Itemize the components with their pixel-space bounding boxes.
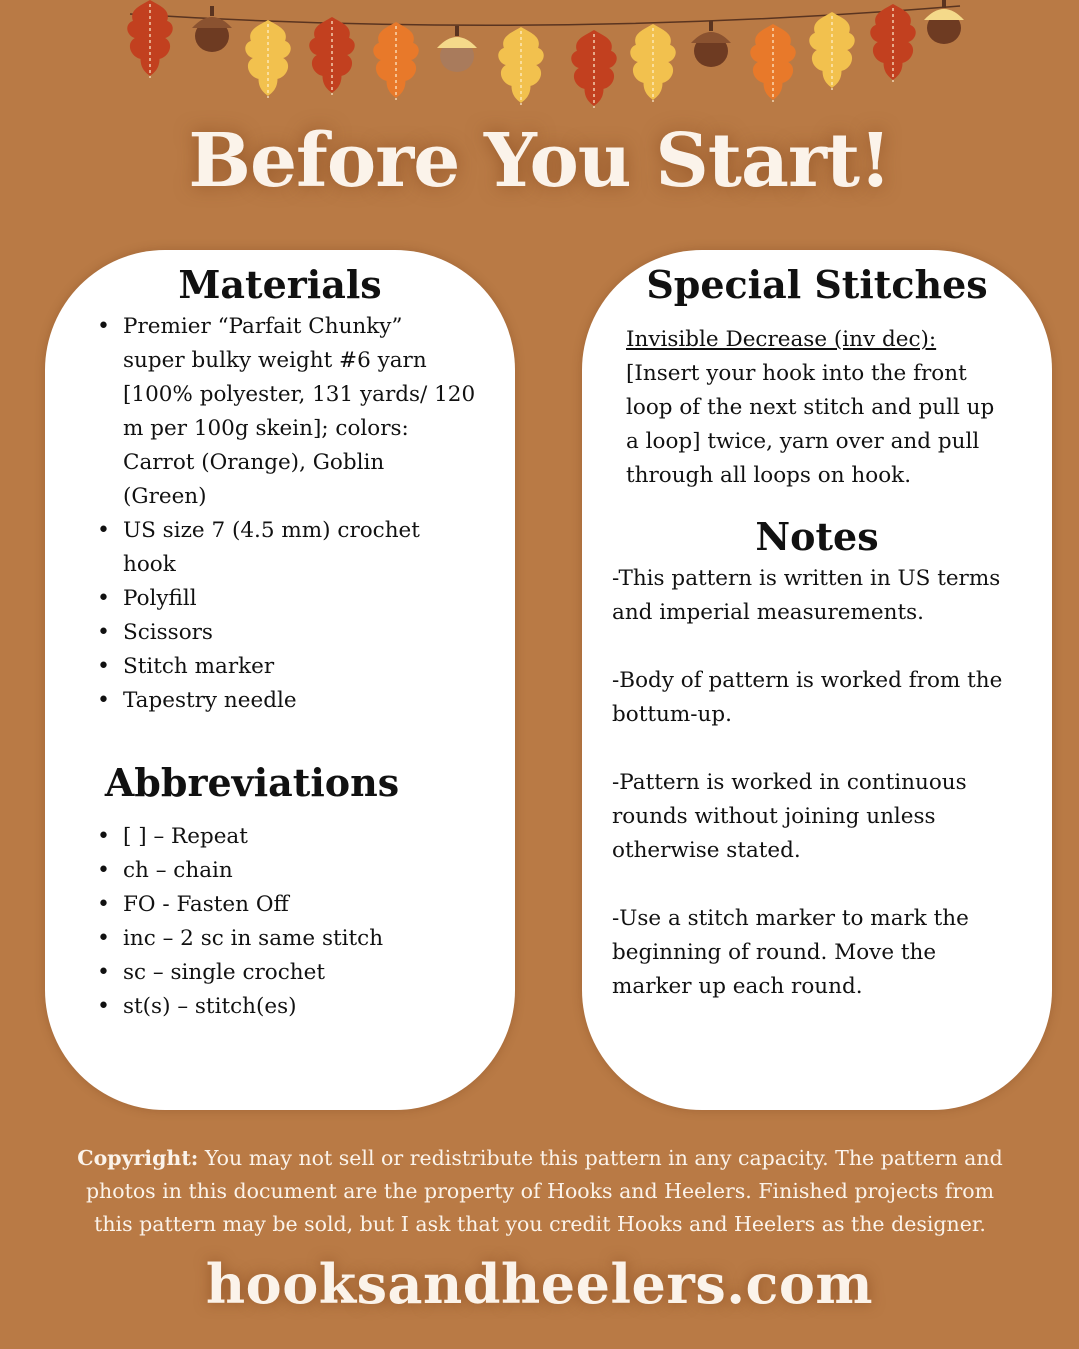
acorn-icon — [437, 26, 477, 72]
materials-item-line: • Premier “Parfait Chunky” — [123, 314, 403, 339]
materials-item-line: Carrot (Orange), Goblin — [123, 450, 385, 475]
website-url: hooksandheelers.com — [205, 1252, 874, 1316]
materials-item-line: super bulky weight #6 yarn — [123, 348, 427, 373]
notes-list — [612, 562, 1042, 1038]
note-line: beginning of round. Move the — [612, 940, 937, 965]
orange-oak-leaf-icon — [750, 24, 795, 102]
materials-item-line: [100% polyester, 131 yards/ 120 — [123, 382, 476, 407]
yellow-oak-leaf-icon — [809, 12, 854, 90]
autumn-garland — [0, 0, 1079, 120]
note-line: rounds without joining unless — [612, 804, 936, 829]
red-oak-leaf-icon — [127, 0, 172, 78]
note-line: otherwise stated. — [612, 838, 801, 863]
abbreviation-item: • [ ] – Repeat — [95, 820, 505, 854]
red-oak-leaf-icon — [870, 4, 915, 82]
materials-list — [95, 310, 505, 718]
materials-heading: Materials — [178, 262, 382, 307]
materials-item-line: (Green) — [123, 484, 207, 509]
abbreviation-item: • ch – chain — [95, 854, 505, 888]
materials-item-line: • Scissors — [123, 620, 213, 645]
abbreviations-list — [95, 820, 505, 1024]
note-item — [612, 664, 1042, 732]
notes-heading: Notes — [755, 514, 879, 559]
materials-item — [95, 616, 505, 650]
materials-item-line: • Polyfill — [123, 586, 197, 611]
note-line: -Pattern is worked in continuous — [612, 770, 967, 795]
stitch-instruction-line: [Insert your hook into the front — [626, 361, 967, 386]
note-item — [612, 902, 1042, 1004]
materials-item-line: • Tapestry needle — [123, 688, 297, 713]
materials-item — [95, 650, 505, 684]
materials-item-line: • Stitch marker — [123, 654, 275, 679]
copyright-notice — [40, 1142, 1040, 1241]
stitch-name: Invisible Decrease (inv dec): — [626, 327, 937, 352]
stitch-instruction-line: a loop] twice, yarn over and pull — [626, 429, 980, 454]
materials-card — [45, 250, 515, 1110]
note-line: bottum-up. — [612, 702, 732, 727]
abbreviation-item: • FO - Fasten Off — [95, 888, 505, 922]
materials-item-line: m per 100g skein]; colors: — [123, 416, 409, 441]
copyright-line: this pattern may be sold, but I ask that you credit Hooks and Heelers as the designer. — [94, 1212, 986, 1236]
special-stitches-heading: Special Stitches — [646, 262, 988, 307]
page-title: Before You Start! — [188, 118, 891, 204]
note-item — [612, 766, 1042, 868]
note-item — [612, 562, 1042, 630]
abbreviation-item: • inc – 2 sc in same stitch — [95, 922, 505, 956]
stitch-instruction-line: loop of the next stitch and pull up — [626, 395, 995, 420]
materials-item-line: • US size 7 (4.5 mm) crochet — [123, 518, 420, 543]
copyright-line: photos in this document are the property of Hooks and Heelers. Finished projects from — [85, 1179, 995, 1203]
special-stitch-description — [626, 323, 1036, 493]
yellow-oak-leaf-icon — [630, 24, 675, 102]
abbreviation-item: • sc – single crochet — [95, 956, 505, 990]
copyright-label: Copyright: — [77, 1146, 199, 1170]
stitches-notes-card — [582, 250, 1052, 1110]
materials-item — [95, 684, 505, 718]
materials-item — [95, 310, 505, 514]
note-line: -Body of pattern is worked from the — [612, 668, 1003, 693]
acorn-icon — [192, 6, 232, 52]
materials-item-line: hook — [123, 552, 176, 577]
abbreviations-heading: Abbreviations — [104, 760, 400, 805]
note-line: -Use a stitch marker to mark the — [612, 906, 969, 931]
note-line: -This pattern is written in US terms — [612, 566, 1001, 591]
materials-item — [95, 514, 505, 582]
abbreviation-item: • st(s) – stitch(es) — [95, 990, 505, 1024]
yellow-oak-leaf-icon — [498, 27, 543, 105]
red-oak-leaf-icon — [309, 17, 354, 95]
orange-oak-leaf-icon — [373, 22, 418, 100]
note-line: and imperial measurements. — [612, 600, 924, 625]
acorn-icon — [691, 21, 731, 67]
copyright-line: You may not sell or redistribute this pattern in any capacity. The pattern and — [204, 1146, 1003, 1170]
red-oak-leaf-icon — [571, 30, 616, 108]
materials-item — [95, 582, 505, 616]
yellow-oak-leaf-icon — [245, 20, 290, 98]
stitch-instruction-line: through all loops on hook. — [626, 463, 912, 488]
note-line: marker up each round. — [612, 974, 863, 999]
